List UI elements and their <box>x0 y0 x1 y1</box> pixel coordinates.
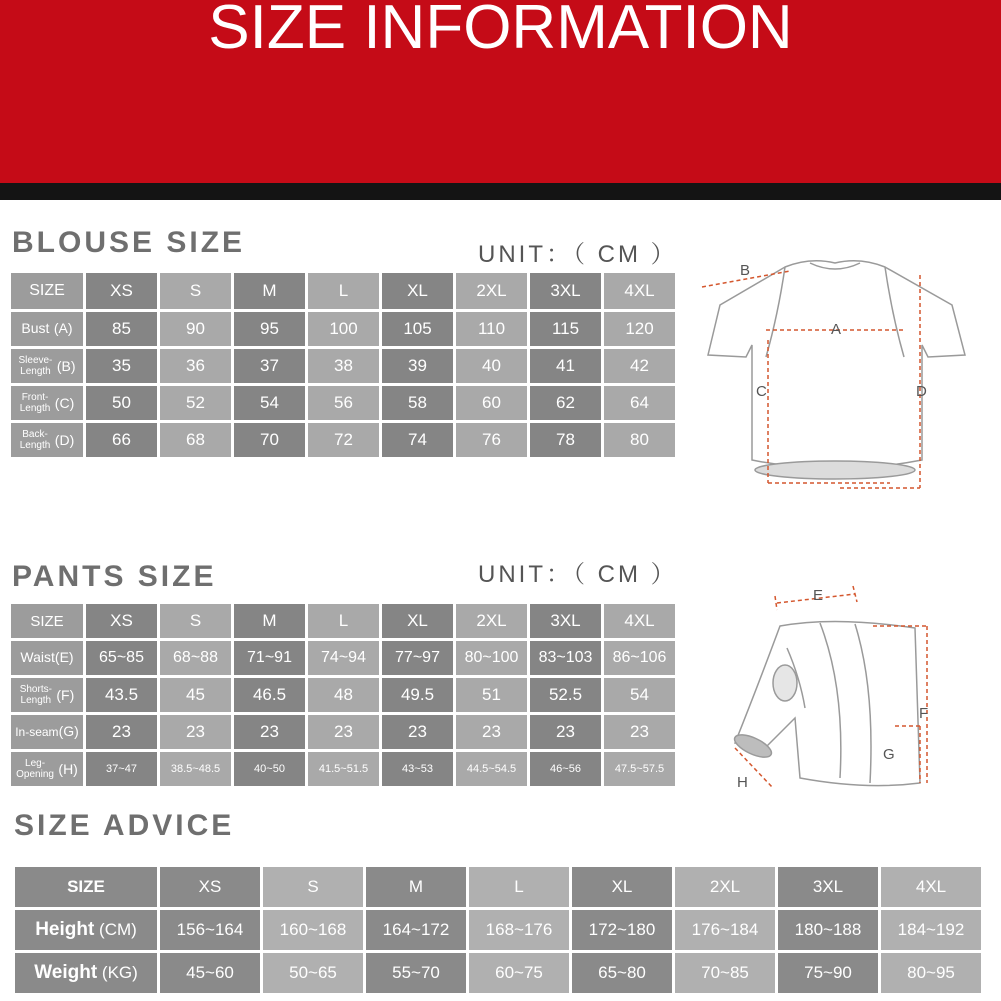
table-cell: 23 <box>86 715 157 749</box>
table-row <box>15 953 981 993</box>
table-cell: 74~94 <box>308 641 379 675</box>
table-cell: 23 <box>308 715 379 749</box>
row-label: Front- Length (C) <box>11 386 83 420</box>
header-cell: 4XL <box>881 867 981 907</box>
header-cell: L <box>308 604 379 638</box>
jersey-outline <box>708 261 965 479</box>
table-cell: 54 <box>234 386 305 420</box>
table-cell: 52.5 <box>530 678 601 712</box>
table-cell: 80~100 <box>456 641 527 675</box>
table-header-row <box>11 604 675 638</box>
table-cell: 50 <box>86 386 157 420</box>
table-cell: 77~97 <box>382 641 453 675</box>
table-cell: 43.5 <box>86 678 157 712</box>
blouse-section-title: BLOUSE SIZE <box>12 226 246 259</box>
table-cell: 60~75 <box>469 953 569 993</box>
label-f: F <box>919 705 929 722</box>
table-cell: 40 <box>456 349 527 383</box>
table-cell: 105 <box>382 312 453 346</box>
header-cell: XS <box>160 867 260 907</box>
table-cell: 72 <box>308 423 379 457</box>
header-cell: M <box>234 273 305 309</box>
header-cell: L <box>308 273 379 309</box>
header-cell: XS <box>86 273 157 309</box>
header-cell: M <box>234 604 305 638</box>
header-cell: S <box>160 604 231 638</box>
jersey-diagram <box>690 245 980 500</box>
label-e: E <box>813 587 824 604</box>
table-cell: 83~103 <box>530 641 601 675</box>
row-label: Height (CM) <box>15 910 157 950</box>
table-cell: 58 <box>382 386 453 420</box>
table-row <box>11 715 675 749</box>
table-cell: 176~184 <box>675 910 775 950</box>
row-label: Weight (KG) <box>15 953 157 993</box>
table-cell: 40~50 <box>234 752 305 786</box>
row-label: Leg- Opening (H) <box>11 752 83 786</box>
label-b: B <box>740 262 751 279</box>
table-cell: 55~70 <box>366 953 466 993</box>
table-cell: 37 <box>234 349 305 383</box>
table-cell: 38.5~48.5 <box>160 752 231 786</box>
table-cell: 78 <box>530 423 601 457</box>
table-cell: 37~47 <box>86 752 157 786</box>
table-cell: 180~188 <box>778 910 878 950</box>
header-cell: XL <box>382 273 453 309</box>
table-cell: 70~85 <box>675 953 775 993</box>
table-header-row <box>15 867 981 907</box>
table-cell: 23 <box>160 715 231 749</box>
table-cell: 23 <box>456 715 527 749</box>
row-label: Bust (A) <box>11 312 83 346</box>
table-cell: 74 <box>382 423 453 457</box>
table-cell: 52 <box>160 386 231 420</box>
blouse-size-table <box>8 270 678 460</box>
header-cell: XS <box>86 604 157 638</box>
header-cell: 3XL <box>778 867 878 907</box>
table-cell: 120 <box>604 312 675 346</box>
table-cell: 23 <box>234 715 305 749</box>
row-label: In-seam(G) <box>11 715 83 749</box>
table-cell: 168~176 <box>469 910 569 950</box>
table-cell: 160~168 <box>263 910 363 950</box>
row-label: Waist(E) <box>11 641 83 675</box>
table-cell: 184~192 <box>881 910 981 950</box>
table-cell: 49.5 <box>382 678 453 712</box>
header-cell: 2XL <box>675 867 775 907</box>
table-cell: 47.5~57.5 <box>604 752 675 786</box>
label-a: A <box>831 321 842 338</box>
table-cell: 164~172 <box>366 910 466 950</box>
header-cell: XL <box>572 867 672 907</box>
header-cell: SIZE <box>11 604 83 638</box>
table-cell: 45~60 <box>160 953 260 993</box>
pants-section-title: PANTS SIZE <box>12 560 217 593</box>
table-cell: 45 <box>160 678 231 712</box>
row-label: Back- Length (D) <box>11 423 83 457</box>
table-cell: 44.5~54.5 <box>456 752 527 786</box>
header-cell: L <box>469 867 569 907</box>
table-cell: 50~65 <box>263 953 363 993</box>
table-cell: 23 <box>382 715 453 749</box>
table-cell: 41.5~51.5 <box>308 752 379 786</box>
table-row <box>11 641 675 675</box>
header-cell: 4XL <box>604 604 675 638</box>
header-cell: 3XL <box>530 273 601 309</box>
table-cell: 80 <box>604 423 675 457</box>
table-cell: 90 <box>160 312 231 346</box>
table-cell: 51 <box>456 678 527 712</box>
table-cell: 110 <box>456 312 527 346</box>
header-cell: SIZE <box>11 273 83 309</box>
size-advice-table <box>12 864 984 996</box>
header-cell: 2XL <box>456 604 527 638</box>
header-cell: 4XL <box>604 273 675 309</box>
table-header-row <box>11 273 675 309</box>
table-row <box>11 386 675 420</box>
table-cell: 48 <box>308 678 379 712</box>
header-cell: 3XL <box>530 604 601 638</box>
table-cell: 62 <box>530 386 601 420</box>
label-c: C <box>756 383 767 400</box>
table-cell: 54 <box>604 678 675 712</box>
row-label: Shorts- Length (F) <box>11 678 83 712</box>
table-cell: 80~95 <box>881 953 981 993</box>
header-cell: S <box>160 273 231 309</box>
table-cell: 75~90 <box>778 953 878 993</box>
table-row <box>15 910 981 950</box>
table-cell: 68 <box>160 423 231 457</box>
table-cell: 35 <box>86 349 157 383</box>
table-row <box>11 349 675 383</box>
table-row <box>11 752 675 786</box>
table-cell: 65~85 <box>86 641 157 675</box>
table-cell: 76 <box>456 423 527 457</box>
table-cell: 85 <box>86 312 157 346</box>
header-cell: 2XL <box>456 273 527 309</box>
table-cell: 41 <box>530 349 601 383</box>
table-cell: 56 <box>308 386 379 420</box>
table-cell: 70 <box>234 423 305 457</box>
pants-unit-label: UNIT：（ CM ） <box>478 561 678 588</box>
table-cell: 100 <box>308 312 379 346</box>
table-cell: 46~56 <box>530 752 601 786</box>
table-cell: 46.5 <box>234 678 305 712</box>
table-cell: 42 <box>604 349 675 383</box>
table-cell: 64 <box>604 386 675 420</box>
header-cell: S <box>263 867 363 907</box>
table-cell: 39 <box>382 349 453 383</box>
label-g: G <box>883 746 895 763</box>
table-cell: 60 <box>456 386 527 420</box>
row-label: Sleeve- Length (B) <box>11 349 83 383</box>
header-cell: M <box>366 867 466 907</box>
table-row <box>11 423 675 457</box>
table-cell: 36 <box>160 349 231 383</box>
table-cell: 95 <box>234 312 305 346</box>
label-d: D <box>916 383 927 400</box>
table-row <box>11 312 675 346</box>
table-cell: 115 <box>530 312 601 346</box>
advice-section-title: SIZE ADVICE <box>14 809 235 842</box>
header-banner <box>0 0 1001 183</box>
table-cell: 66 <box>86 423 157 457</box>
page-title: SIZE INFORMATION <box>208 0 793 62</box>
table-cell: 68~88 <box>160 641 231 675</box>
table-cell: 23 <box>530 715 601 749</box>
table-cell: 172~180 <box>572 910 672 950</box>
divider-bar <box>0 183 1001 200</box>
table-cell: 23 <box>604 715 675 749</box>
pants-size-table <box>8 601 678 789</box>
label-h: H <box>737 774 748 791</box>
table-cell: 71~91 <box>234 641 305 675</box>
header-cell: SIZE <box>15 867 157 907</box>
table-cell: 38 <box>308 349 379 383</box>
table-cell: 156~164 <box>160 910 260 950</box>
table-cell: 86~106 <box>604 641 675 675</box>
table-row <box>11 678 675 712</box>
blouse-unit-label: UNIT：（ CM ） <box>478 241 678 268</box>
shorts-diagram <box>705 578 965 803</box>
table-cell: 43~53 <box>382 752 453 786</box>
table-cell: 65~80 <box>572 953 672 993</box>
header-cell: XL <box>382 604 453 638</box>
